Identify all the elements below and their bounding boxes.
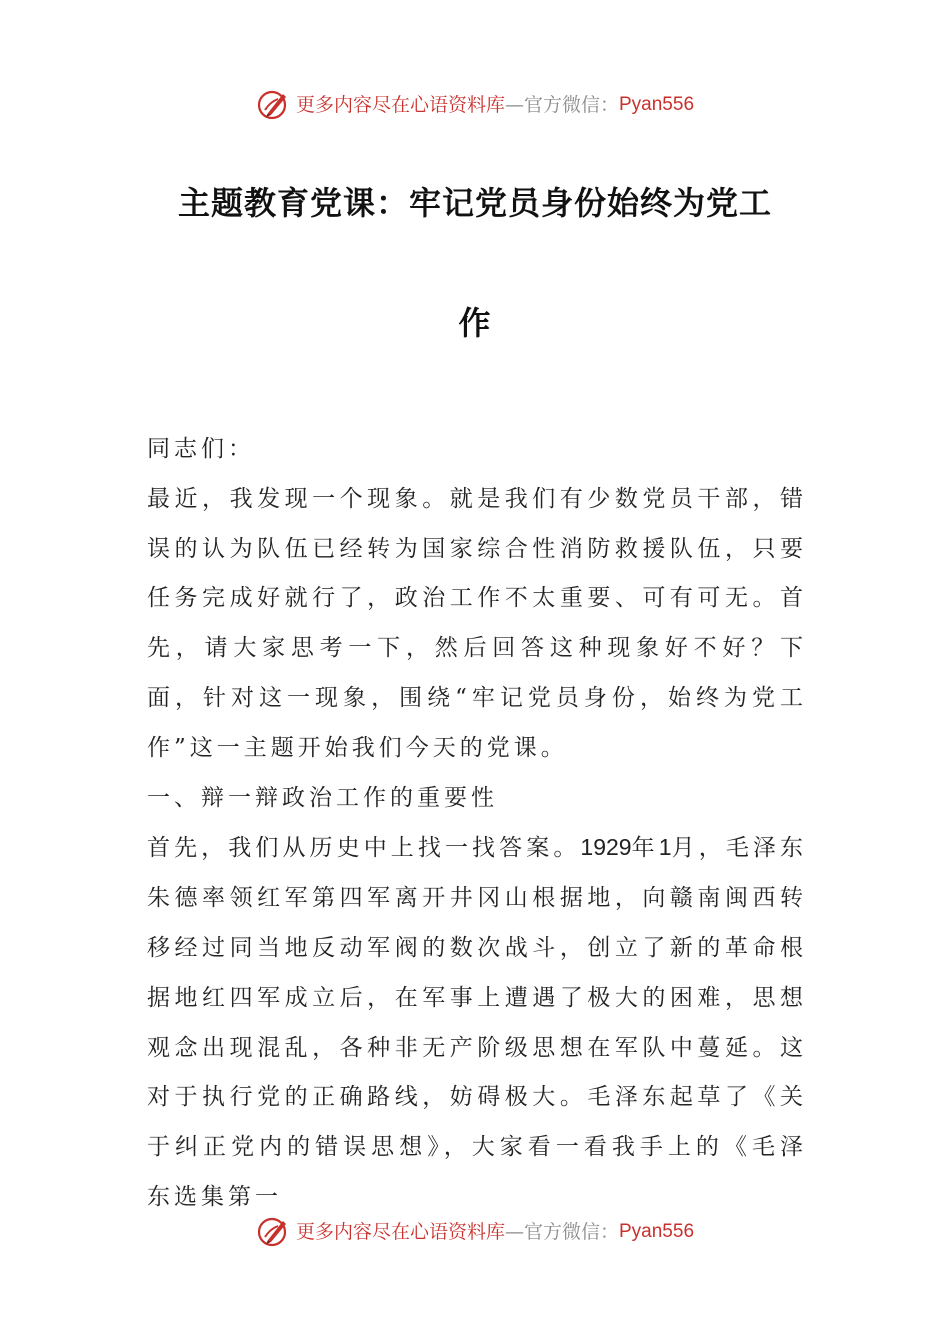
watermark-dash: — — [504, 1221, 524, 1243]
section-heading-1: 一、辩一辩政治工作的重要性 — [147, 784, 498, 811]
watermark-site-text: 更多内容尽在心语资料库 — [295, 1221, 505, 1243]
pen-logo-icon — [256, 1215, 290, 1249]
month-number: 1 — [658, 834, 672, 861]
year-number: 1929 — [580, 834, 632, 861]
watermark-site-text: 更多内容尽在心语资料库 — [295, 94, 505, 116]
watermark-wechat-label: 官方微信： — [523, 1221, 619, 1243]
document-title-line2: 作 — [458, 304, 492, 342]
watermark-wechat-label: 官方微信： — [523, 94, 619, 116]
greeting: 同志们： — [147, 436, 255, 462]
watermark-wechat-id: Pyan556 — [619, 1221, 695, 1242]
watermark-dash: — — [504, 94, 524, 116]
paragraph-history-part-a: 首先，我们从历史中上找一找答案。 — [147, 835, 581, 862]
pen-logo-icon — [256, 88, 290, 122]
watermark-header — [0, 88, 950, 122]
paragraph-history — [147, 823, 807, 1222]
document-body — [147, 425, 807, 1223]
watermark-wechat-id: Pyan556 — [619, 94, 695, 115]
paragraph-intro: 最近，我发现一个现象。就是我们有少数党员干部，错误的认为队伍已经转为国家综合性消防救援队伍，只要任务完成好就行了，政治工作不太重要、可有可无。首先，请大家思考一下，然后回答这种现象好不好？下面，针对这一现象，围绕“牢记党员身份，始终为党工作”这一主题开始我们今天的党课。 — [147, 485, 807, 761]
year-unit: 年 — [631, 835, 659, 862]
paragraph-history-part-c: 月，毛泽东朱德率领红军第四军离开井冈山根据地，向赣南闽西转移经过同当地反动军阀的数次战斗，创立了新的革命根据地红四军成立后，在军事上遭遇了极大的困难，思想观念出现混乱，各种非无产阶级思想在军队中蔓延。这对于执行党的正确路线，妨碍极大。毛泽东起草了《关于纠正党内的错误思想》，大家看一看我手上的《毛泽东选集第一 — [147, 835, 808, 1210]
watermark-footer — [0, 1215, 950, 1249]
document-title-line1: 主题教育党课：牢记党员身份始终为党工 — [177, 184, 772, 222]
